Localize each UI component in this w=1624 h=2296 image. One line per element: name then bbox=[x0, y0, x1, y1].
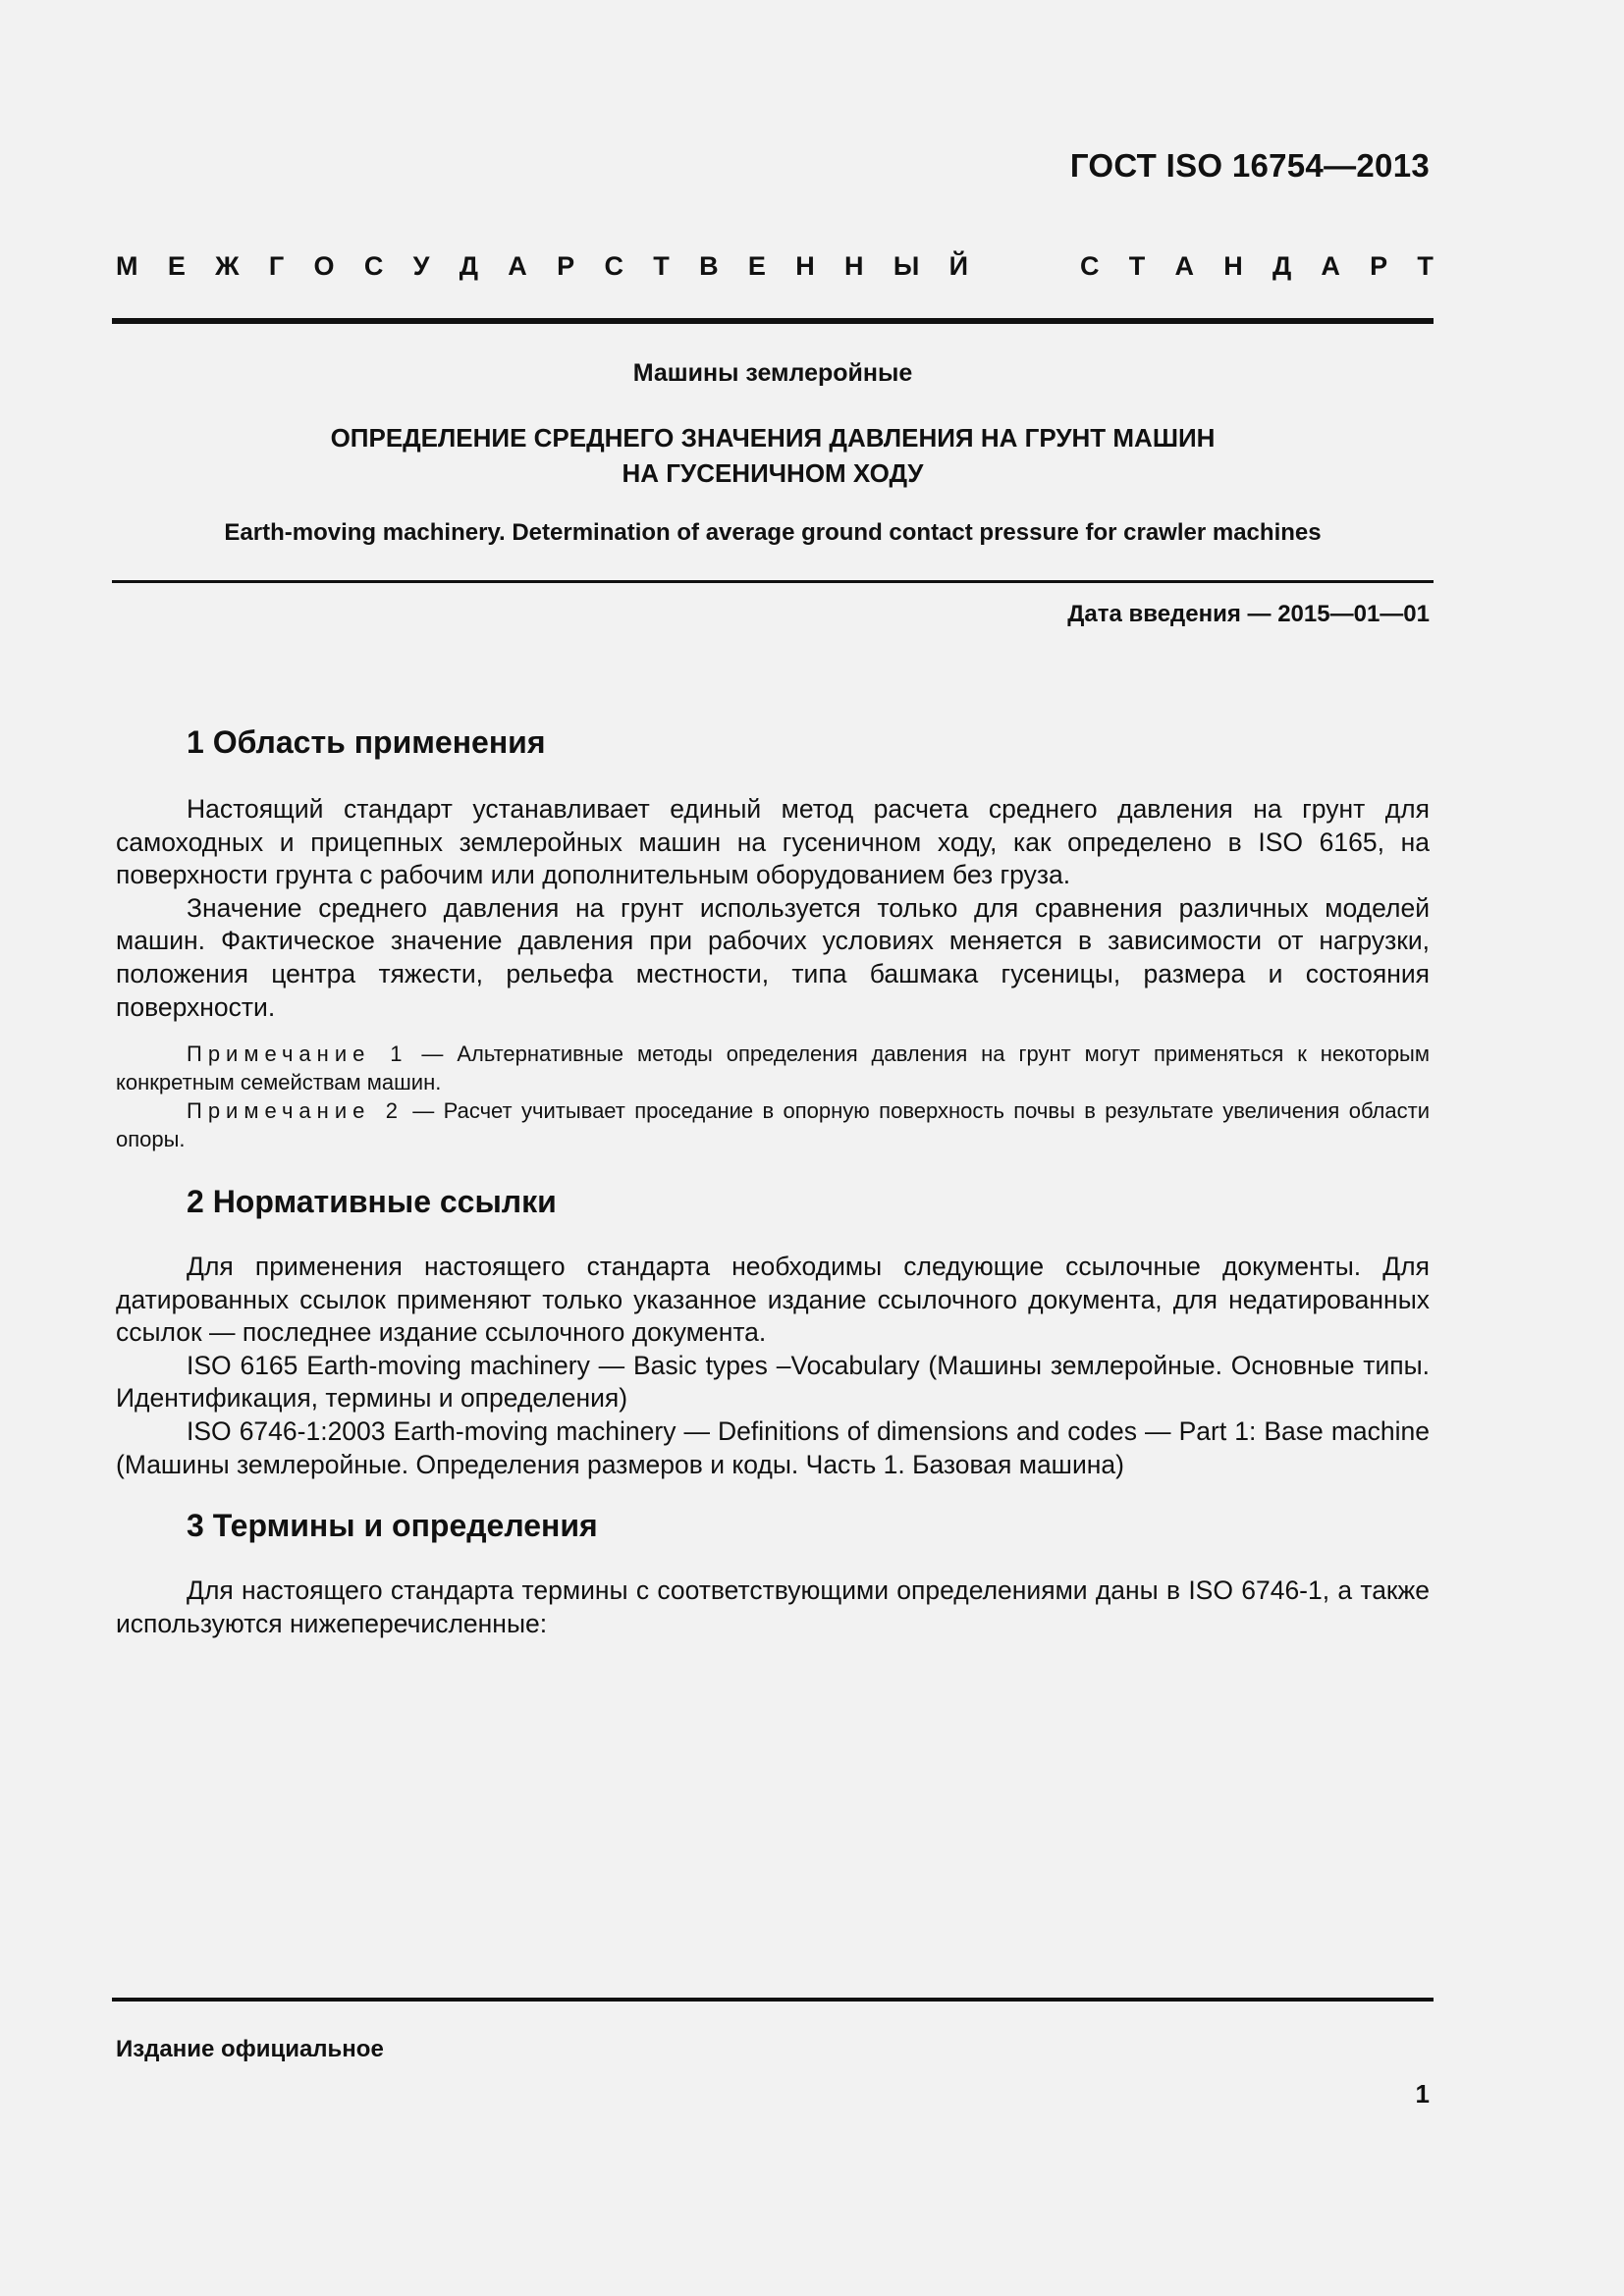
edition-label: Издание официальное bbox=[116, 2036, 384, 2062]
banner-letter: Д bbox=[1272, 251, 1292, 281]
section-body-terms bbox=[116, 1575, 1430, 1640]
banner-letter: А bbox=[1321, 251, 1340, 281]
header-rule bbox=[112, 318, 1434, 324]
section-heading-scope: 1 Область применения bbox=[187, 724, 546, 760]
main-title bbox=[112, 420, 1434, 491]
section-heading-terms: 3 Термины и определения bbox=[187, 1508, 598, 1543]
banner-letter: Т bbox=[653, 251, 670, 281]
banner-letter: В bbox=[699, 251, 719, 281]
english-title: Earth-moving machinery. Determination of average ground contact pressure for crawler machines bbox=[224, 519, 1322, 546]
notes-block bbox=[116, 1040, 1430, 1153]
banner-letter: Н bbox=[795, 251, 815, 281]
banner-letter: А bbox=[1174, 251, 1194, 281]
paragraph: Для применения настоящего стандарта необходимы следующие ссылочные документы. Для датированных ссылок применяют только указанное издание ссылочного документа, для недатированных ссылок — последнее издание ссылочного документа. bbox=[116, 1252, 1430, 1348]
banner-letter: Е bbox=[167, 251, 186, 281]
banner-letter: М bbox=[116, 251, 138, 281]
banner-letter: Е bbox=[747, 251, 766, 281]
section-heading-normative-references: 2 Нормативные ссылки bbox=[187, 1184, 557, 1219]
banner-letter: У bbox=[412, 251, 430, 281]
banner-letter: Д bbox=[459, 251, 478, 281]
note-text: — Альтернативные методы определения давления на грунт могут применяться к некоторым конкретным семействам машин. bbox=[116, 1041, 1430, 1095]
banner-letter: Т bbox=[1128, 251, 1146, 281]
banner-letter: С bbox=[1080, 251, 1100, 281]
paragraph: Для настоящего стандарта термины с соответствующими определениями даны в ISO 6746-1, а также используются нижеперечисленные: bbox=[116, 1575, 1430, 1638]
banner-letter: Р bbox=[557, 251, 575, 281]
banner-word-interstate bbox=[116, 251, 968, 282]
note-label: Примечание 2 bbox=[187, 1098, 404, 1123]
note bbox=[116, 1096, 1430, 1153]
main-title-line-1: ОПРЕДЕЛЕНИЕ СРЕДНЕГО ЗНАЧЕНИЯ ДАВЛЕНИЯ НА ГРУНТ МАШИН bbox=[330, 423, 1216, 453]
banner-letter: Р bbox=[1370, 251, 1388, 281]
banner-word-standard bbox=[1080, 251, 1434, 282]
banner-letter: С bbox=[604, 251, 623, 281]
banner-letter: Г bbox=[268, 251, 285, 281]
standard-banner bbox=[116, 251, 1434, 282]
banner-letter: А bbox=[508, 251, 527, 281]
title-rule bbox=[112, 580, 1434, 583]
footer-rule bbox=[112, 1998, 1434, 2002]
reference-item: ISO 6165 Earth-moving machinery — Basic types –Vocabulary (Машины землеройные. Основные типы. Идентификация, термины и определения) bbox=[116, 1350, 1430, 1414]
reference-item: ISO 6746-1:2003 Earth-moving machinery — Definitions of dimensions and codes — Part 1: Base machine (Машины землеройные. Определения размеров и коды. Часть 1. Базовая машина) bbox=[116, 1415, 1430, 1479]
main-title-line-2: НА ГУСЕНИЧНОМ ХОДУ bbox=[622, 458, 924, 488]
paragraph: Настоящий стандарт устанавливает единый метод расчета среднего давления на грунт для самоходных и прицепных землеройных машин на гусеничном ходу, как определено в ISO 6165, на поверхности грунта с рабочим или дополнительным оборудованием без груза. bbox=[116, 794, 1430, 890]
paragraph: Значение среднего давления на грунт используется только для сравнения различных моделей машин. Фактическое значение давления при рабочих условиях меняется в зависимости от нагрузки, положения центра тяжести, рельефа местности, типа башмака гусеницы, размера и состояния поверхности. bbox=[116, 892, 1430, 1022]
page-number: 1 bbox=[1415, 2079, 1430, 2109]
note-text: — Расчет учитывает проседание в опорную поверхность почвы в результате увеличения области опоры. bbox=[116, 1098, 1430, 1151]
section-body-scope bbox=[116, 793, 1430, 1024]
section-body-normative-references bbox=[116, 1251, 1430, 1481]
banner-letter: Н bbox=[844, 251, 864, 281]
banner-letter: Й bbox=[948, 251, 968, 281]
introduction-date: Дата введения — 2015—01—01 bbox=[1067, 601, 1430, 627]
note-label: Примечание 1 bbox=[187, 1041, 408, 1066]
banner-letter: О bbox=[313, 251, 335, 281]
banner-letter: Н bbox=[1223, 251, 1243, 281]
banner-letter: Т bbox=[1417, 251, 1434, 281]
banner-letter: С bbox=[363, 251, 384, 281]
note bbox=[116, 1040, 1430, 1096]
subject-title: Машины землеройные bbox=[632, 359, 913, 387]
banner-letter: Ы bbox=[893, 251, 920, 281]
document-number: ГОСТ ISO 16754—2013 bbox=[1069, 147, 1430, 184]
banner-letter: Ж bbox=[215, 251, 240, 281]
